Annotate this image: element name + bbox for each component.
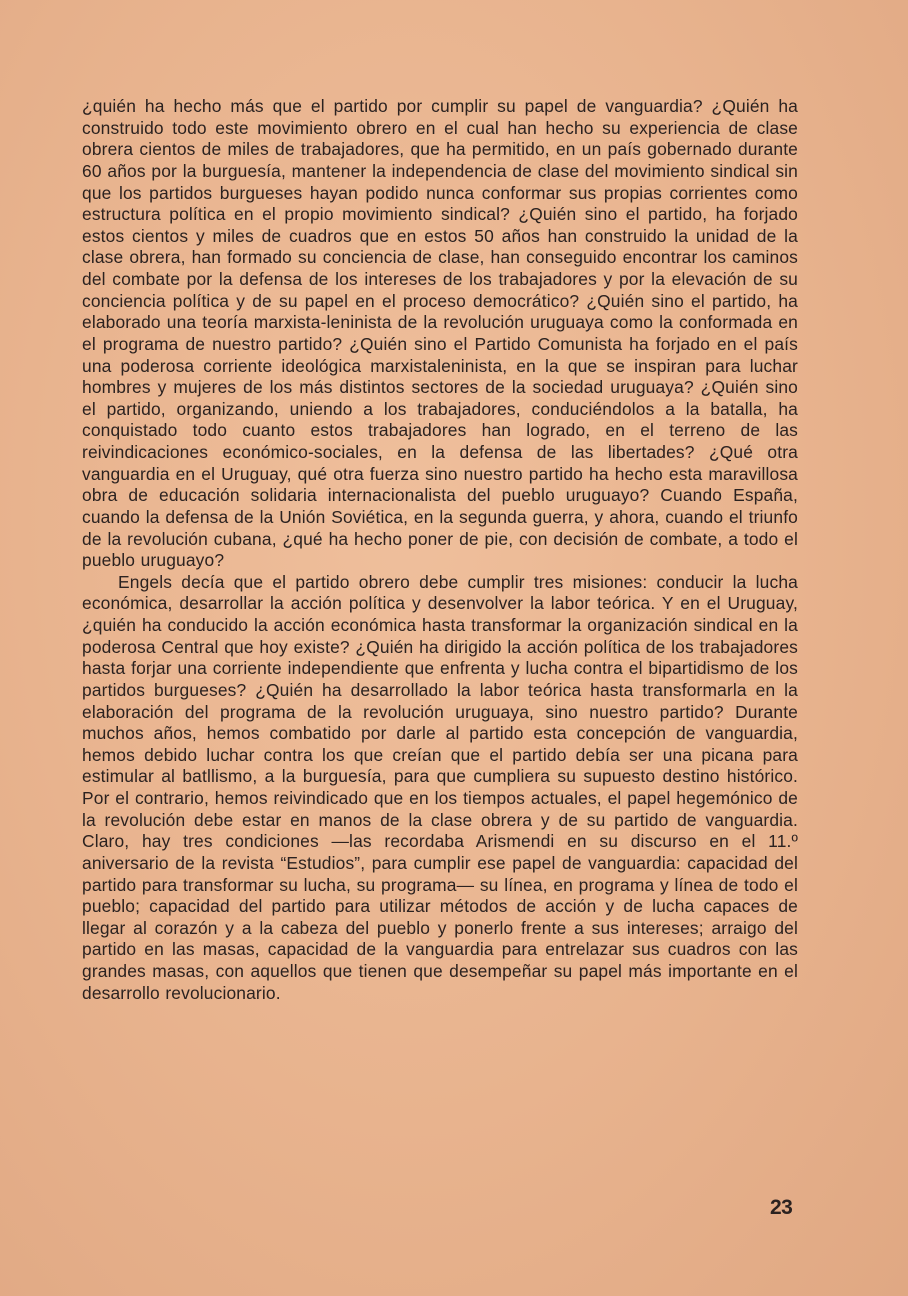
paragraph-1: ¿quién ha hecho más que el partido por cumplir su papel de vanguardia? ¿Quién ha construido todo este movimiento obrero en el cual han hecho su experiencia de clase obrera cientos de miles de trabajadores, que ha permitido, en un país gobernado durante 60 años por la burguesía, mantener la independencia de clase del movimiento sindical sin que los partidos burgueses hayan podido nunca conformar sus propias corrientes como estructura política en el propio movimiento sindical? ¿Quién sino el partido, ha forjado estos cientos y miles de cuadros que en estos 50 años han construido la unidad de la clase obrera, han formado su conciencia de clase, han conseguido encontrar los caminos del combate por la defensa de los intereses de los trabajadores y por la elevación de su conciencia política y de su papel en el proceso democrático? ¿Quién sino el partido, ha elaborado una teoría marxista-leninista de la revolución uruguaya como la conformada en el programa de nuestro partido? ¿Quién sino el Partido Comunista ha forjado en el país una poderosa corriente ideológica marxistaleninista, en la que se inspiran para luchar hombres y mujeres de los más distintos sectores de la sociedad uruguaya? ¿Quién sino el partido, organizando, uniendo a los trabajadores, conduciéndolos a la batalla, ha conquistado todo cuanto estos trabajadores han logrado, en el terreno de las reivindicaciones económico-sociales, en la defensa de las libertades? ¿Qué otra vanguardia en el Uruguay, qué otra fuerza sino nuestro partido ha hecho esta maravillosa obra de educación solidaria internacionalista del pueblo uruguayo? Cuando España, cuando la defensa de la Unión Soviética, en la segunda guerra, y ahora, cuando el triunfo de la revolución cubana, ¿qué ha hecho poner de pie, con decisión de combate, a todo el pueblo uruguayo? (82, 96, 798, 571)
page-number: 23 (770, 1196, 793, 1219)
body-text (82, 96, 798, 1004)
paragraph-2: Engels decía que el partido obrero debe cumplir tres misiones: conducir la lucha económica, desarrollar la acción política y desenvolver la labor teórica. Y en el Uruguay, ¿quién ha conducido la acción económica hasta transformar la organización sindical en la poderosa Central que hoy existe? ¿Quién ha dirigido la acción política de los trabajadores hasta forjar una corriente independiente que enfrenta y lucha contra el bipartidismo de los partidos burgueses? ¿Quién ha desarrollado la labor teórica hasta transformarla en la elaboración del programa de la revolución uruguaya, sino nuestro partido? Durante muchos años, hemos combatido por darle al partido esta concepción de vanguardia, hemos debido luchar contra los que creían que el partido debía ser una picana para estimular al batllismo, a la burguesía, para que cumpliera su supuesto destino histórico. Por el contrario, hemos reivindicado que en los tiempos actuales, el papel hegemónico de la revolución debe estar en manos de la clase obrera y de su partido de vanguardia. Claro, hay tres condiciones —las recordaba Arismendi en su discurso en el 11.º aniversario de la revista “Estudios”, para cumplir ese papel de vanguardia: capacidad del partido para transformar su lucha, su programa— su línea, en programa y línea de todo el pueblo; capacidad del partido para utilizar métodos de acción y de lucha capaces de llegar al corazón y a la cabeza del pueblo y ponerlo frente a sus intereses; arraigo del partido en las masas, capacidad de la vanguardia para entrelazar sus cuadros con las grandes masas, con aquellos que tienen que desempeñar su papel más importante en el desarrollo revolucionario. (82, 571, 798, 1003)
